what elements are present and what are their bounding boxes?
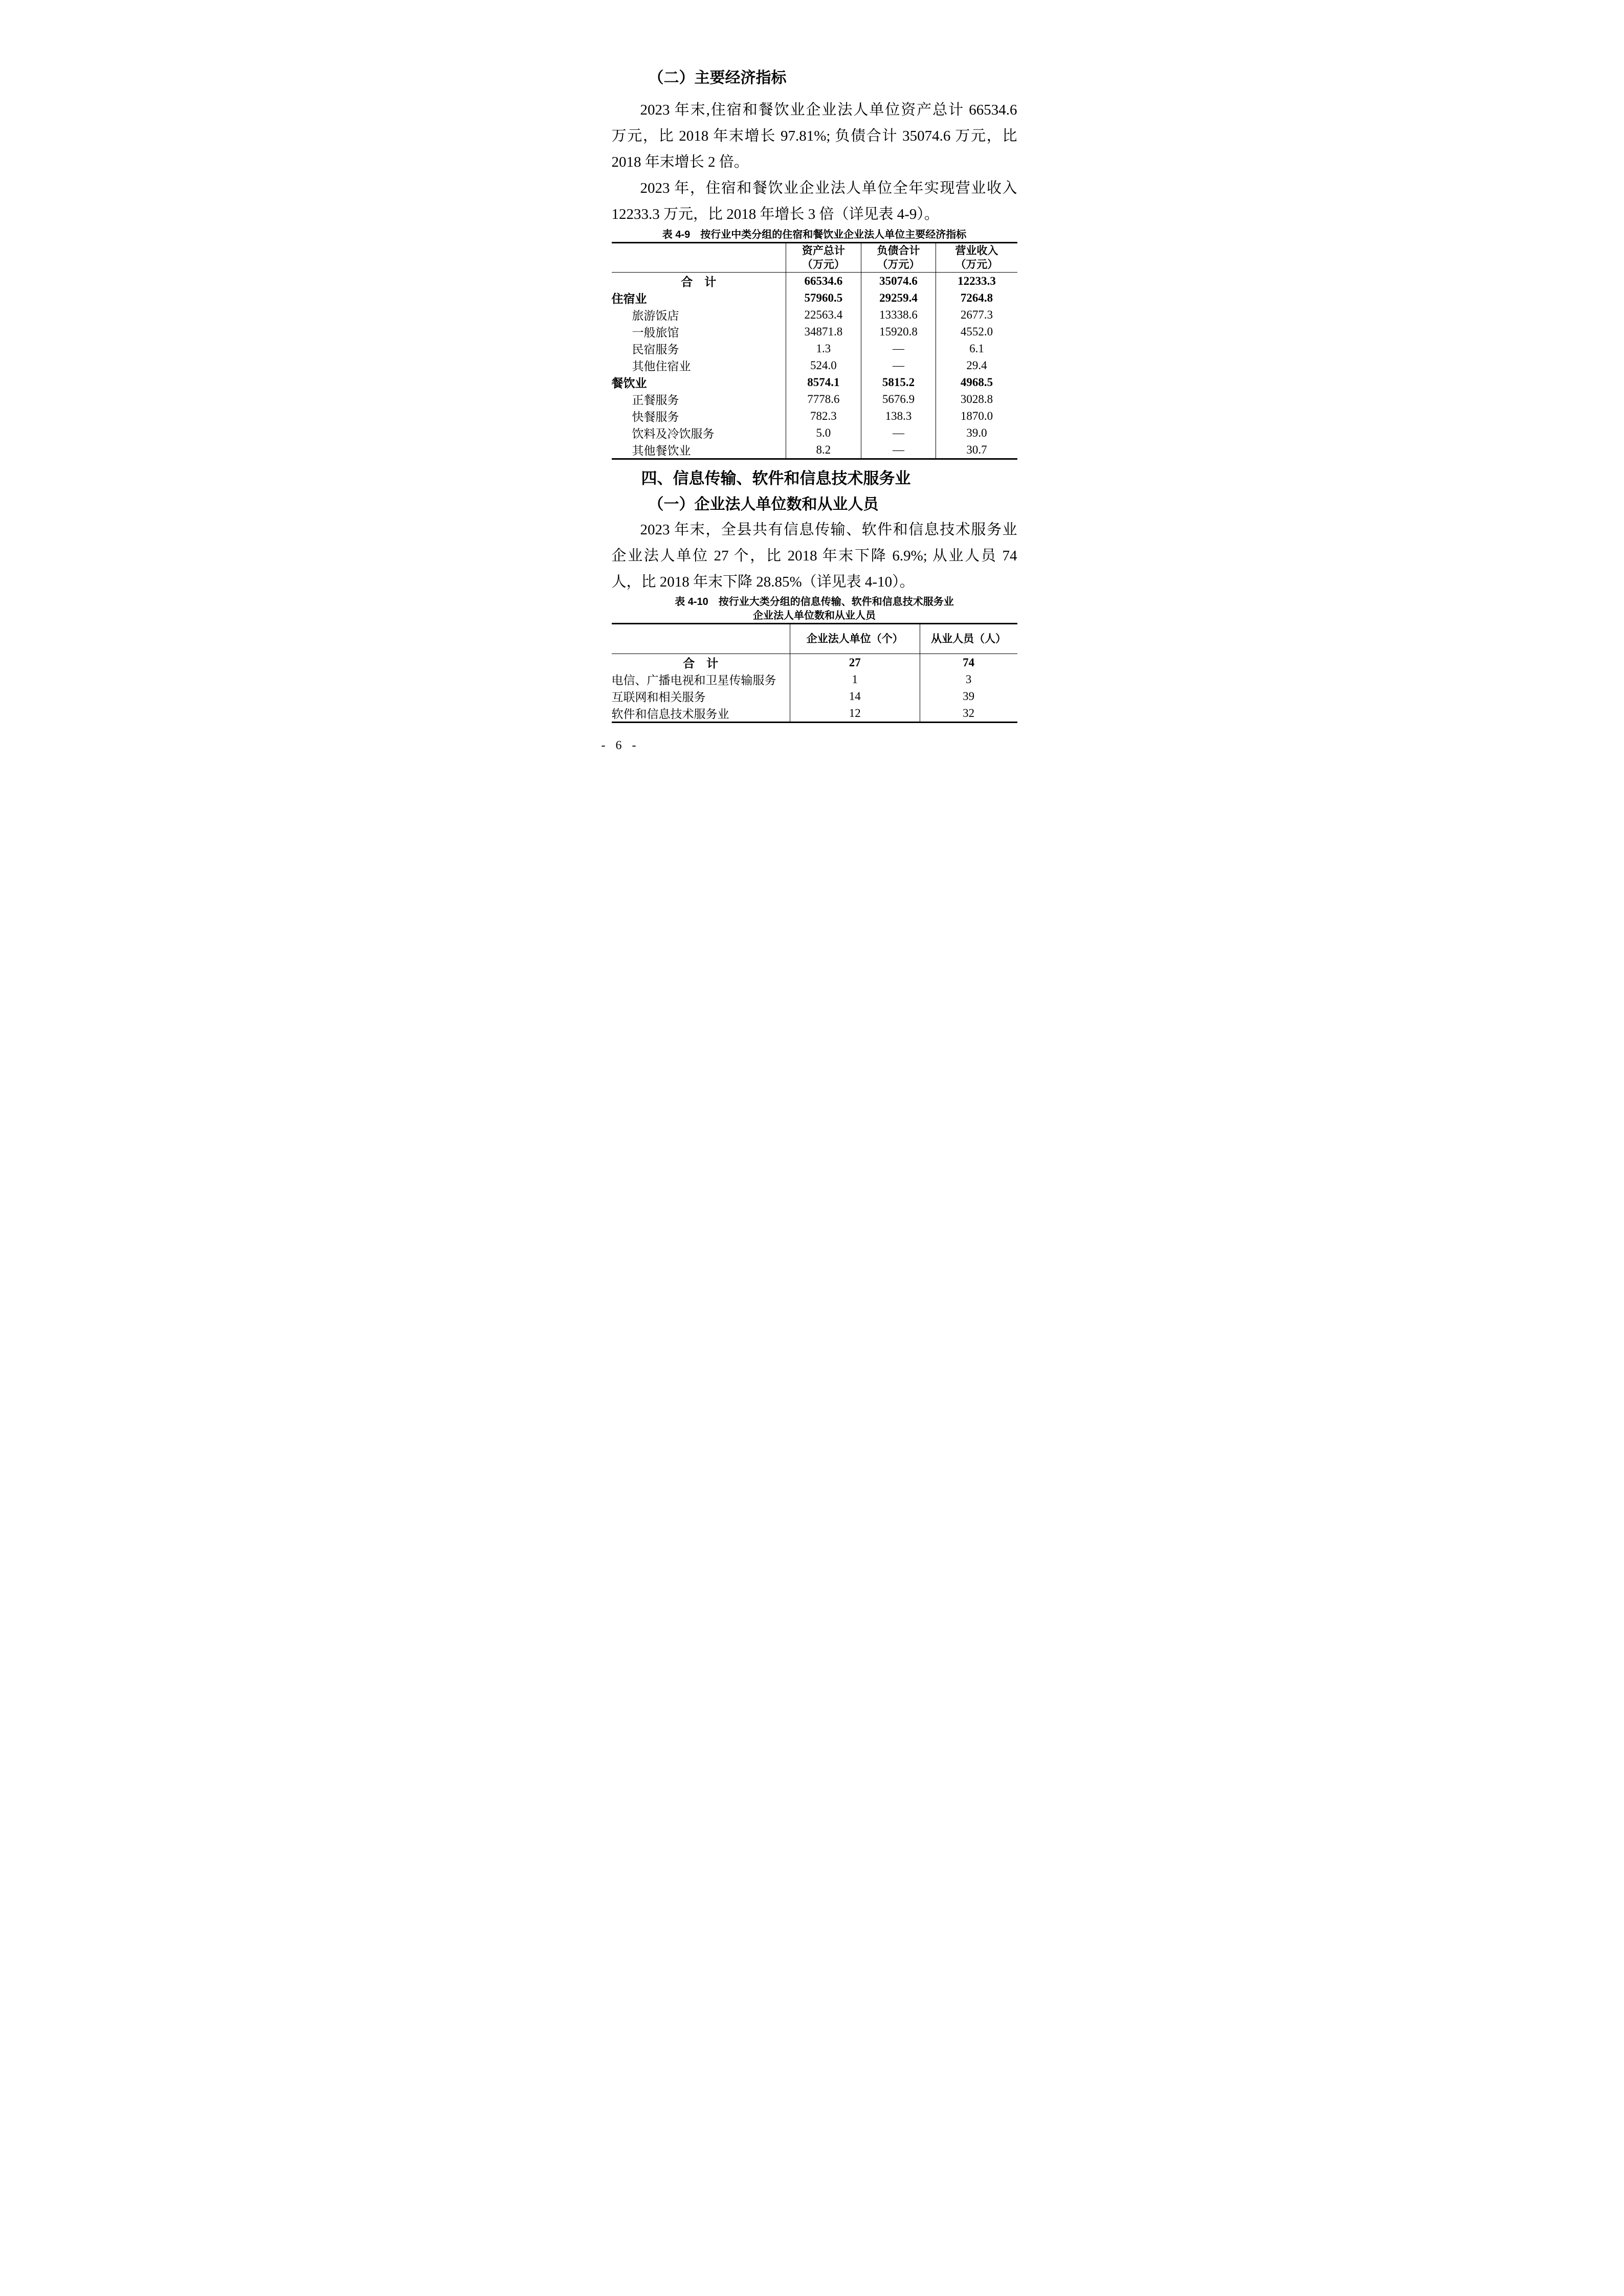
row-label: 合 计 (681, 275, 717, 288)
paragraph-line: 12233.3 万元，比 2018 年增长 3 倍（详见表 4-9）。 (611, 206, 939, 222)
cell-value: 15920.8 (861, 323, 936, 340)
paragraph-line: 企业法人单位 27 个，比 2018 年末下降 6.9%; 从业人员 74 (611, 548, 1017, 564)
table-row (612, 340, 1017, 357)
paragraph-line: 2023 年末,住宿和餐饮业企业法人单位资产总计 66534.6 (640, 102, 1017, 118)
stub-header-cell (612, 243, 786, 273)
paragraph-line: 人，比 2018 年末下降 28.85%（详见表 4-10）。 (611, 574, 915, 590)
table-row (612, 705, 1017, 723)
row-label: 餐饮业 (611, 376, 647, 390)
cell-value: — (861, 424, 936, 441)
paragraph-revenue (612, 175, 1017, 228)
table-row (612, 671, 1017, 688)
row-label: 一般旅馆 (632, 326, 679, 339)
cell-value: 1870.0 (936, 408, 1017, 424)
row-label: 软件和信息技术服务业 (611, 708, 729, 721)
cell-value: 1 (790, 671, 920, 688)
cell-value: 3028.8 (936, 391, 1017, 408)
table-4-9-caption: 表 4-9 按行业中类分组的住宿和餐饮业企业法人单位主要经济指标 (662, 229, 967, 240)
row-label: 快餐服务 (632, 411, 679, 423)
cell-value: 782.3 (786, 408, 861, 424)
header-unit: （万元） (877, 259, 920, 271)
row-label: 饮料及冷饮服务 (632, 427, 715, 440)
table-4-10 (612, 623, 1017, 723)
header-text: 负债合计 (877, 245, 920, 257)
cell-value: 74 (920, 654, 1017, 671)
row-label: 民宿服务 (632, 343, 679, 356)
cell-value: 7264.8 (936, 289, 1017, 306)
paragraph-line: 万元，比 2018 年末增长 97.81%; 负债合计 35074.6 万元，比 (611, 128, 1017, 144)
table-4-10-caption-line2: 企业法人单位数和从业人员 (753, 610, 876, 621)
heading-section-2: （二）主要经济指标 (648, 70, 787, 86)
row-label: 合 计 (683, 657, 719, 670)
cell-value: 22563.4 (786, 306, 861, 323)
table-row-group (612, 289, 1017, 306)
cell-value: 6.1 (936, 340, 1017, 357)
cell-value: 57960.5 (786, 289, 861, 306)
cell-value: 39 (920, 688, 1017, 705)
table-row (612, 688, 1017, 705)
cell-value: 3 (920, 671, 1017, 688)
header-text: 营业收入 (955, 245, 998, 257)
cell-value: 4552.0 (936, 323, 1017, 340)
header-text: 资产总计 (802, 245, 845, 257)
table-row-total (612, 273, 1017, 290)
cell-value: 7778.6 (786, 391, 861, 408)
table-row-total (612, 654, 1017, 671)
cell-value: 27 (790, 654, 920, 671)
row-label: 其他住宿业 (632, 360, 691, 373)
stub-header-cell (612, 624, 790, 654)
paragraph-line: 2023 年末，全县共有信息传输、软件和信息技术服务业 (640, 522, 1017, 538)
table-row (612, 408, 1017, 424)
cell-value: 8574.1 (786, 374, 861, 391)
table-header-row (612, 624, 1017, 654)
row-label: 电信、广播电视和卫星传输服务 (611, 674, 776, 687)
column-header-employees: 从业人员（人） (920, 624, 1017, 654)
cell-value: 12233.3 (936, 273, 1017, 290)
cell-value: 30.7 (936, 441, 1017, 459)
table-row (612, 306, 1017, 323)
cell-value: 66534.6 (786, 273, 861, 290)
cell-value: 8.2 (786, 441, 861, 459)
heading-section-4-1: （一）企业法人单位数和从业人员 (648, 496, 879, 513)
row-label: 正餐服务 (632, 394, 679, 407)
row-label: 其他餐饮业 (632, 444, 691, 457)
table-4-9 (612, 242, 1017, 460)
cell-value: 138.3 (861, 408, 936, 424)
paragraph-it-industry (612, 517, 1017, 595)
row-label: 住宿业 (611, 292, 647, 305)
cell-value: 29259.4 (861, 289, 936, 306)
header-unit: （万元） (955, 259, 998, 271)
cell-value: — (861, 357, 936, 374)
table-row (612, 323, 1017, 340)
paragraph-line: 2018 年末增长 2 倍。 (611, 154, 749, 170)
cell-value: 5815.2 (861, 374, 936, 391)
cell-value: 29.4 (936, 357, 1017, 374)
cell-value: 34871.8 (786, 323, 861, 340)
table-row-group (612, 374, 1017, 391)
table-row (612, 391, 1017, 408)
column-header-revenue (936, 243, 1017, 273)
cell-value: 4968.5 (936, 374, 1017, 391)
page-number: - 6 - (601, 739, 640, 752)
column-header-liabilities (861, 243, 936, 273)
table-row (612, 424, 1017, 441)
header-unit: （万元） (802, 259, 845, 271)
heading-section-4: 四、信息传输、软件和信息技术服务业 (641, 469, 911, 487)
column-header-assets (786, 243, 861, 273)
table-header-row (612, 243, 1017, 273)
table-row (612, 441, 1017, 459)
table-4-10-caption-line1: 表 4-10 按行业大类分组的信息传输、软件和信息技术服务业 (675, 596, 954, 607)
cell-value: — (861, 441, 936, 459)
cell-value: 32 (920, 705, 1017, 723)
paragraph-line: 2023 年，住宿和餐饮业企业法人单位全年实现营业收入 (640, 180, 1017, 196)
row-label: 旅游饭店 (632, 309, 679, 322)
table-4-10-caption (612, 595, 1017, 623)
cell-value: 13338.6 (861, 306, 936, 323)
table-row (612, 357, 1017, 374)
document-page (531, 0, 1094, 796)
cell-value: 1.3 (786, 340, 861, 357)
cell-value: 5676.9 (861, 391, 936, 408)
cell-value: 14 (790, 688, 920, 705)
cell-value: 35074.6 (861, 273, 936, 290)
cell-value: — (861, 340, 936, 357)
cell-value: 2677.3 (936, 306, 1017, 323)
cell-value: 5.0 (786, 424, 861, 441)
cell-value: 12 (790, 705, 920, 723)
row-label: 互联网和相关服务 (611, 691, 706, 704)
cell-value: 524.0 (786, 357, 861, 374)
paragraph-assets (612, 97, 1017, 175)
column-header-legal-units: 企业法人单位（个） (790, 624, 920, 654)
cell-value: 39.0 (936, 424, 1017, 441)
